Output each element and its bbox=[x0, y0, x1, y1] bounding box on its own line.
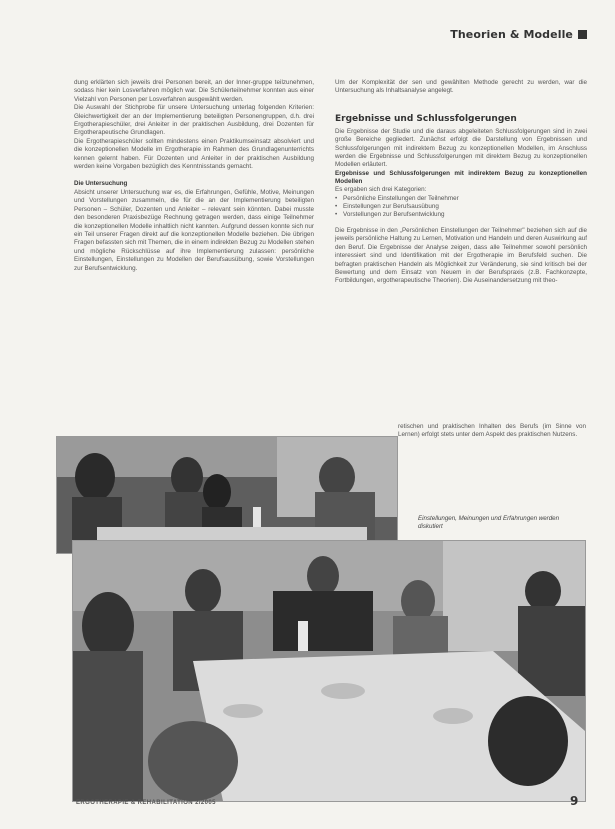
footer-journal: ERGOTHERAPIE & REHABILITATION 2/2005 bbox=[76, 800, 216, 806]
bullet-list bbox=[335, 195, 587, 220]
paragraph: Die Ergebnisse der Studie und die daraus abgeleiteten Schlussfolgerungen sind in zwei große Bereiche gegliedert. Zunächst erfolgt die Darstellung von Ergebnissen und Schlussfolgerungen mit indirektem Bezug zu konzeptionellen Modellen, im Anschluss werden die Ergebnisse und Schlussfolgerungen mit direktem Bezug zu konzeptionellen Modellen erläutert. bbox=[335, 127, 587, 169]
left-column bbox=[74, 79, 314, 273]
bullet-item: • Vorstellungen zur Berufsentwicklung bbox=[335, 211, 587, 219]
photo-image bbox=[57, 437, 397, 553]
page-number: 9 bbox=[570, 794, 579, 808]
paragraph: Die Ergebnisse in den „Persönlichen Einstellungen der Teilnehmer" beziehen sich auf die jeweils persönliche Haltung zu Lernen, Motivation und Handeln und deren Auswirkung auf den Beruf. Die Ergebnisse der Analyse zeigen, dass alle Teilnehmer sowohl persönlich interessiert sind und Identifikation mit der Ergotherapie im Berufsfeld suchen. Die befragten praktischen Handeln als Möglichkeit zur Veränderung, sie sind kritisch bei der Bewertung und dem Einsatz von Neuem in der Berufspraxis (z.B. Fachkonzepte, Fortbildungen, ergotherapeutische Theorien). Die Auseinandersetzung mit theo- bbox=[335, 226, 587, 285]
photo-discussion-bottom bbox=[72, 540, 586, 802]
section-heading: Ergebnisse und Schlussfolgerungen bbox=[335, 113, 517, 124]
wrap-paragraph: retischen und praktischen Inhalten des Berufs (im Sinne von Lernen) erfolgt stets unter dem Aspekt des praktischen Nutzens. bbox=[398, 423, 586, 439]
categories-intro: Es ergaben sich drei Kategorien: bbox=[335, 186, 427, 194]
subheading: Ergebnisse und Schlussfolgerungen mit indirektem Bezug zu konzeptionellen Modellen bbox=[335, 169, 587, 186]
photo-caption: Einstellungen, Meinungen und Erfahrungen werden diskutiert bbox=[418, 515, 560, 530]
paragraph: Die Auswahl der Stichprobe für unsere Untersuchung unterlag folgenden Kriterien: Gleichwertigkeit der an der Implementierung beteiligten Personengruppen, d.h. drei Ergotherapieschüler, drei Anleiter in der praktischen Ausbildung, drei Dozenten für Ergotherapeutische Grundlagen. bbox=[74, 104, 314, 137]
right-column bbox=[335, 79, 587, 286]
section-header bbox=[450, 26, 587, 42]
paragraph: Um der Komplexität der sen und gewählten Methode gerecht zu werden, war die Untersuchung als Inhaltsanalyse angelegt. bbox=[335, 79, 587, 95]
section-title: Theorien & Modelle bbox=[450, 27, 573, 41]
bullet-item: • Persönliche Einstellungen der Teilnehmer bbox=[335, 195, 587, 203]
bullet-item: • Einstellungen zur Berufsausübung bbox=[335, 203, 587, 211]
photo-image bbox=[73, 541, 585, 801]
photo-discussion-top bbox=[56, 436, 398, 554]
paragraph: dung erklärten sich jeweils drei Personen bereit, an der Inner-gruppe teilzunehmen, sodass hier kein Losverfahren möglich war. Die Schülerteilnehmer konnten aus einer Vielzahl von Personen per Losverfahren ausgewählt werden. bbox=[74, 79, 314, 103]
paragraph: Absicht unserer Untersuchung war es, die Erfahrungen, Gefühle, Motive, Meinungen und Vorstellungen zusammeln, die für die an der Implementierung beteiligten Personen – Schüler, Dozenten und Anleiter – relevant sein könnten. Dabei musste den besonderen Praxisbezüge Rechnung getragen werden, dass einige Teilnehmer die konzeptionellen Modelle inhaltlich nicht kannten. Aufgrund dessen konnte sich nur ein Teil unserer Fragen direkt auf die konzeptionellen Modelle beziehen. Die übrigen Fragen befassten sich mit Themen, die in einem indirekten Bezug zu Modellen stehen und mögliche Rückschlüsse auf ihre Implementierung zulassen: persönliche Einstellungen, Einstellungen zu Modellen der Berufsausübung, sowie Vorstellungen zur Berufsentwicklung. bbox=[74, 188, 314, 272]
paragraph: Die Ergotherapieschüler sollten mindestens einen Praktikumseinsatz absolviert und die konzeptionellen Modelle im Ergotherapie im Rahmen des Grundlagenunterrichts kennen gelernt haben. Für Dozenten und Anleiter in der praktischen Ausbildung werden keine Vorgaben bezüglich des Kenntnisstands gemacht. bbox=[74, 137, 314, 171]
square-icon bbox=[578, 30, 587, 39]
subheading: Die Untersuchung bbox=[74, 180, 128, 188]
